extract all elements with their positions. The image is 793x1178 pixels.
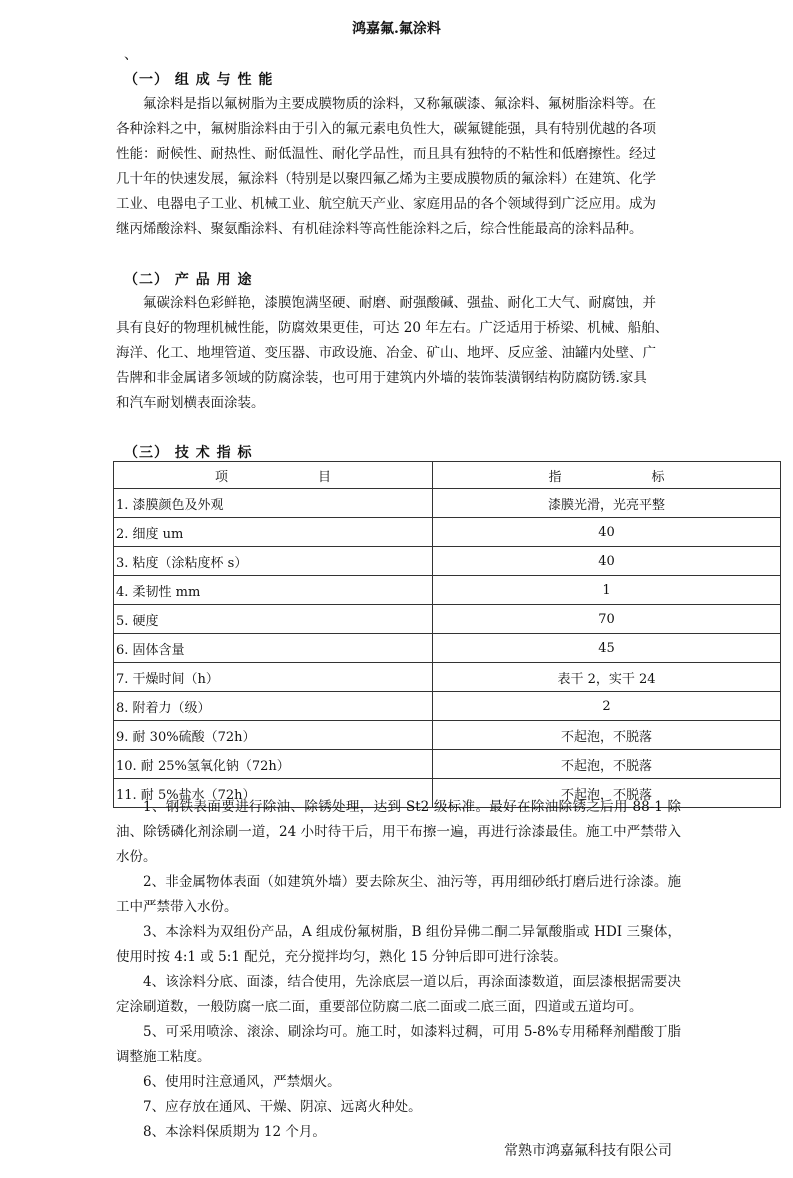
- header-value-char: 标: [651, 469, 665, 485]
- spec-value: 2: [433, 692, 781, 721]
- table-row: [114, 489, 781, 518]
- table-row: [114, 692, 781, 721]
- composition-line: 工业、电器电子工业、机械工业、航空航天产业、家庭用品的各个领域得到广泛应用。成为: [116, 196, 656, 212]
- header-value-char: 指: [548, 469, 562, 485]
- spec-item: 4. 柔韧性 mm: [114, 576, 433, 605]
- spec-value: 40: [433, 518, 781, 547]
- usage-line: 具有良好的物理机械性能，防腐效果更佳，可达 20 年左右。广泛适用于桥梁、机械、船舶、: [116, 320, 669, 336]
- spec-value: 1: [433, 576, 781, 605]
- section-heading-usage: （二） 产 品 用 途: [124, 272, 253, 288]
- spec-item: 3. 粘度（涂粘度杯 s）: [114, 547, 433, 576]
- table-row: [114, 576, 781, 605]
- spec-item: 8. 附着力（级）: [114, 692, 433, 721]
- composition-line: 各种涂料之中，氟树脂涂料由于引入的氟元素电负性大，碳氟键能强，具有特别优越的各项: [116, 121, 656, 137]
- note-item: 5、可采用喷涂、滚涂、刷涂均可。施工时，如漆料过稠，可用 5-8%专用稀释剂醋酸丁脂调整施工粘度。: [116, 1024, 681, 1065]
- usage-paragraph: [116, 291, 676, 416]
- leading-mark: 、: [124, 47, 138, 63]
- table-row: [114, 750, 781, 779]
- section-heading-specs: （三） 技 术 指 标: [124, 445, 253, 461]
- table-row: [114, 634, 781, 663]
- spec-item: 9. 耐 30%硫酸（72h）: [114, 721, 433, 750]
- company-name: 常熟市鸿嘉氟科技有限公司: [504, 1143, 672, 1159]
- spec-item: 1. 漆膜颜色及外观: [114, 489, 433, 518]
- spec-value: 70: [433, 605, 781, 634]
- composition-paragraph: [116, 92, 676, 242]
- table-row: [114, 547, 781, 576]
- note-item: 7、应存放在通风、干燥、阴凉、远离火种处。: [143, 1099, 422, 1115]
- usage-line: 告牌和非金属诸多领域的防腐涂装，也可用于建筑内外墙的装饰装潢钢结构防腐防锈.家具: [116, 370, 647, 386]
- composition-line: 氟涂料是指以氟树脂为主要成膜物质的涂料，又称氟碳漆、氟涂料、氟树脂涂料等。在: [143, 96, 656, 112]
- note-item: 8、本涂料保质期为 12 个月。: [143, 1124, 326, 1140]
- spec-table-header: [114, 462, 781, 489]
- usage-line: 氟碳涂料色彩鲜艳，漆膜饱满坚硬、耐磨、耐强酸碱、强盐、耐化工大气、耐腐蚀，并: [143, 295, 656, 311]
- spec-value: 40: [433, 547, 781, 576]
- note-item: 2、非金属物体表面（如建筑外墙）要去除灰尘、油污等，再用细砂纸打磨后进行涂漆。施工中严禁带入水份。: [116, 874, 681, 915]
- spec-item: 10. 耐 25%氢氧化钠（72h）: [114, 750, 433, 779]
- spec-item: 7. 干燥时间（h）: [114, 663, 433, 692]
- spec-value: 表干 2，实干 24: [433, 663, 781, 692]
- note-item: 1、钢铁表面要进行除油、除锈处理，达到 St2 级标准。最好在除油除锈之后用 88-1 除油、除锈磷化剂涂刷一道，24 小时待干后，用干布擦一遍，再进行涂漆最佳。施工中严禁带入水份。: [116, 799, 681, 865]
- spec-table: [113, 461, 781, 808]
- composition-line: 继丙烯酸涂料、聚氨酯涂料、有机硅涂料等高性能涂料之后，综合性能最高的涂料品种。: [116, 221, 643, 237]
- note-item: 6、使用时注意通风，严禁烟火。: [143, 1074, 341, 1090]
- table-row: [114, 721, 781, 750]
- composition-line: 几十年的快速发展，氟涂料（特别是以聚四氟乙烯为主要成膜物质的氟涂料）在建筑、化学: [116, 171, 656, 187]
- spec-value: 45: [433, 634, 781, 663]
- header-item: [114, 462, 433, 489]
- section-heading-composition: （一） 组 成 与 性 能: [124, 72, 274, 88]
- composition-line: 性能：耐候性、耐热性、耐低温性、耐化学品性，而且具有独特的不粘性和低磨擦性。经过: [116, 146, 656, 162]
- spec-item: 11. 耐 5%盐水（72h）: [114, 779, 433, 808]
- spec-value: 不起泡，不脱落: [433, 750, 781, 779]
- usage-line: 海洋、化工、地埋管道、变压器、市政设施、冶金、矿山、地坪、反应釜、油罐内处壁、广: [116, 345, 656, 361]
- spec-value: 漆膜光滑，光亮平整: [433, 489, 781, 518]
- table-row: [114, 518, 781, 547]
- spec-item: 5. 硬度: [114, 605, 433, 634]
- spec-item: 6. 固体含量: [114, 634, 433, 663]
- note-item: 3、本涂料为双组份产品，A 组成份氟树脂，B 组份异佛二酮二异氰酸脂或 HDI 三聚体，使用时按 4:1 或 5:1 配兑，充分搅拌均匀，熟化 15 分钟后即可进行涂装。: [116, 924, 681, 965]
- application-notes: [116, 795, 681, 1145]
- table-row: [114, 663, 781, 692]
- usage-line: 和汽车耐划横表面涂装。: [116, 395, 265, 411]
- document-title: 鸿嘉氟.氟涂料: [352, 21, 441, 37]
- header-item-char: 目: [318, 469, 332, 485]
- spec-value: 不起泡，不脱落: [433, 721, 781, 750]
- header-item-char: 项: [214, 469, 228, 485]
- table-row: [114, 605, 781, 634]
- spec-value: 不起泡，不脱落: [433, 779, 781, 808]
- note-item: 4、该涂料分底、面漆，结合使用，先涂底层一道以后，再涂面漆数道，面层漆根据需要决定涂刷道数，一般防腐一底二面，重要部位防腐二底二面或二底三面，四道或五道均可。: [116, 974, 681, 1015]
- header-value: [433, 462, 781, 489]
- spec-item: 2. 细度 um: [114, 518, 433, 547]
